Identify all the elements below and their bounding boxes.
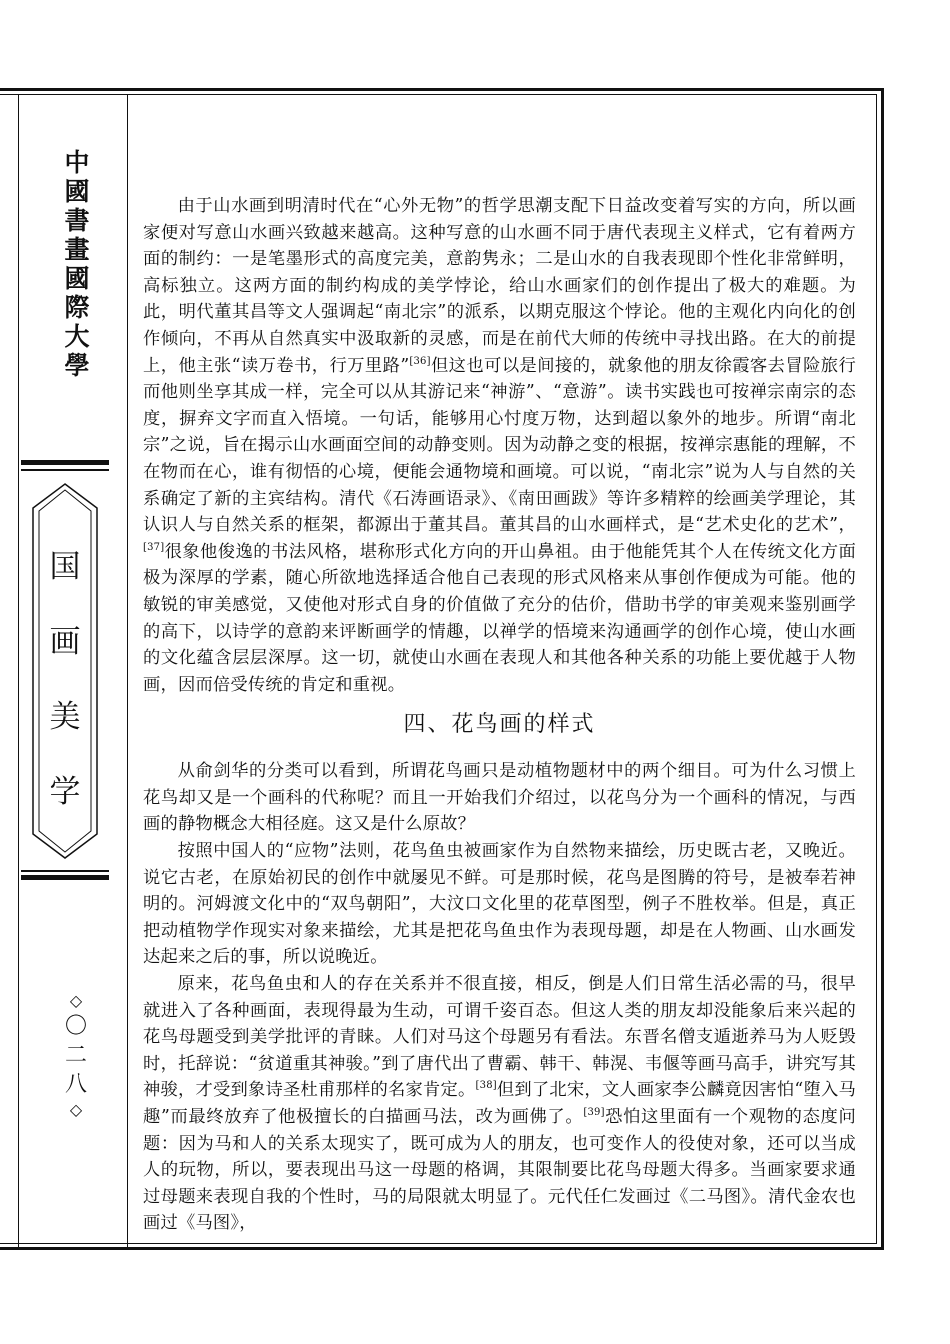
footnote-marker: [39] (583, 1107, 605, 1119)
sidebar-rule-right (127, 94, 128, 1250)
text-run: 但到了北宋，文人画家李公麟竟因害怕“堕入马趣”而最终放弃了他极擅长的白描画马法，改为画佛了。 (143, 1080, 856, 1127)
banner-bar-top-thick (21, 460, 109, 465)
ornament-bottom: ◇ (69, 1100, 83, 1119)
text-run: 恐怕这里面有一个观物的态度问题：因为马和人的关系太现实了，既可成为人的朋友，也可变作人的役使对象，还可以当成人的玩物，所以，要表现出马这一母题的格调，其限制要比花鸟母题大得多。当画家要求通过母题来表现自我的个性时，马的局限就太明显了。元代任仁发画过《二马图》。清代金农也画过《马图》， (143, 1107, 856, 1234)
book-title-char: 学 (49, 774, 81, 810)
series-title-char: 書 (64, 206, 90, 235)
footnote-marker: [38] (475, 1080, 497, 1092)
page-number-digit-2: 二 (64, 1043, 87, 1068)
paragraph-2: 从俞剑华的分类可以看到，所谓花鸟画只是动植物题材中的两个细目。可为什么习惯上花鸟却又是一个画科的代称呢？而且一开始我们介绍过，以花鸟分为一个画科的情况，与西画的静物概念大相径庭。这又是什么原故？ (143, 761, 856, 835)
text-run: 很象他俊逸的书法风格，堪称形式化方向的开山鼻祖。由于他能凭其个人在传统文化方面极为深厚的学素，随心所欲地选择适合他自己表现的形式风格来从事创作便成为可能。他的敏锐的审美感觉，又使他对形式自身的价值做了充分的估价，借助书学的审美观来鉴别画学的高下，以诗学的意韵来评断画学的情趣，以禅学的悟境来沟通画学的创作心境，使山水画的文化蕴含层层深厚。这一切，就使山水画在表现人和其他各种关系的功能上要优越于人物画，因而倍受传统的肯定和重视。 (143, 541, 856, 695)
sidebar-rule-left (18, 94, 19, 1250)
text-run: 但这也可以是间接的，就象他的朋友徐霞客去冒险旅行而他则坐享其成一样，完全可以从其游记来“神游”、“意游”。读书实践也可按禅宗南宗的态度，摒弃文字而直入悟境。一句话，能够用心忖度万物，达到超以象外的地步。所谓“南北宗”之说，旨在揭示山水画面空间的动静变则。因为动静之变的根据，按禅宗惠能的理解，不在物而在心，谁有彻悟的心境，便能会通物境和画境。可以说，“南北宗”说为人与自然的关系确定了新的主宾结构。清代《石涛画语录》、《南田画跋》等许多精粹的绘画美学理论，其认识人与自然关系的框架，都源出于董其昌。董其昌的山水画样式，是“艺术史化的艺术”， (143, 355, 856, 536)
banner-bar-top-thin (21, 469, 109, 471)
section-heading: 四、花鸟画的样式 (403, 712, 596, 738)
text-run: 由于山水画到明清时代在“心外无物”的哲学思潮支配下日益改变着写实的方向，所以画家便对写意山水画兴致越来越高。这种写意的山水画不同于唐代表现主义样式，它有着两方面的制约：一是笔墨形式的高度完美，意韵隽永；二是山水的自我表现即个性化非常鲜明，高标独立。这两方面的制约构成的美学悖论，给山水画家们的创作提出了极大的难题。为此，明代董其昌等文人强调起“南北宗”的派系，以期克服这个悖论。他的主观化内向化的创作倾向，不再从自然真实中汲取新的灵感，而是在前代大师的传统中寻找出路。在大的前提上，他主张“读万卷书，行万里路” (143, 196, 856, 376)
book-title-char: 画 (49, 624, 81, 660)
paragraph-3: 按照中国人的“应物”法则，花鸟鱼虫被画家作为自然物来描绘，历史既古老，又晚近。说它古老，在原始初民的创作中就屡见不鲜。可是那时候，花鸟是图腾的符号，是被奉若神明的。河姆渡文化中的“双鸟朝阳”，大汶口文化里的花草图型，例子不胜枚举。但是，真正把动植物学作现实对象来描绘，尤其是把花鸟鱼虫作为表现母题，却是在人物画、山水画发达起来之后的事，所以说晚近。 (143, 841, 856, 968)
series-title-char: 中 (64, 148, 90, 177)
page-number (56, 990, 96, 1121)
page-number-digit-3: 八 (64, 1072, 87, 1097)
series-title (55, 148, 99, 380)
series-title-char: 學 (64, 351, 90, 380)
book-title (27, 530, 103, 830)
banner-bar-bottom-thick (21, 875, 109, 880)
book-title-char: 美 (49, 699, 81, 735)
banner-bar-bottom-thin (21, 870, 109, 872)
footnote-marker: [36] (409, 355, 431, 367)
paragraph-4 (143, 971, 856, 1237)
paragraph-1 (143, 193, 856, 698)
main-content (143, 193, 856, 1237)
ornament-top: ◇ (69, 991, 83, 1010)
book-title-char: 国 (49, 549, 81, 585)
footnote-marker: [37] (143, 541, 165, 553)
series-title-char: 國 (64, 264, 90, 293)
page-number-digit-1: 〇 (64, 1014, 87, 1039)
series-title-char: 國 (64, 177, 90, 206)
series-title-char: 際 (64, 293, 90, 322)
series-title-char: 大 (64, 322, 90, 351)
series-title-char: 畫 (64, 235, 90, 264)
text-run: 原来，花鸟鱼虫和人的存在关系并不很直接，相反，倒是人们日常生活必需的马，很早就进入了各种画面，表现得最为生动，可谓千姿百态。但这人类的朋友却没能象后来兴起的花鸟母题受到美学批评的青睐。人们对马这个母题另有看法。东晋名僧支遁逝养马为人贬毁时，托辞说：“贫道重其神骏。”到了唐代出了曹霸、韩干、韩滉、韦偃等画马高手，讲究写其神骏，才受到象诗圣杜甫那样的名家肯定。 (143, 974, 856, 1101)
